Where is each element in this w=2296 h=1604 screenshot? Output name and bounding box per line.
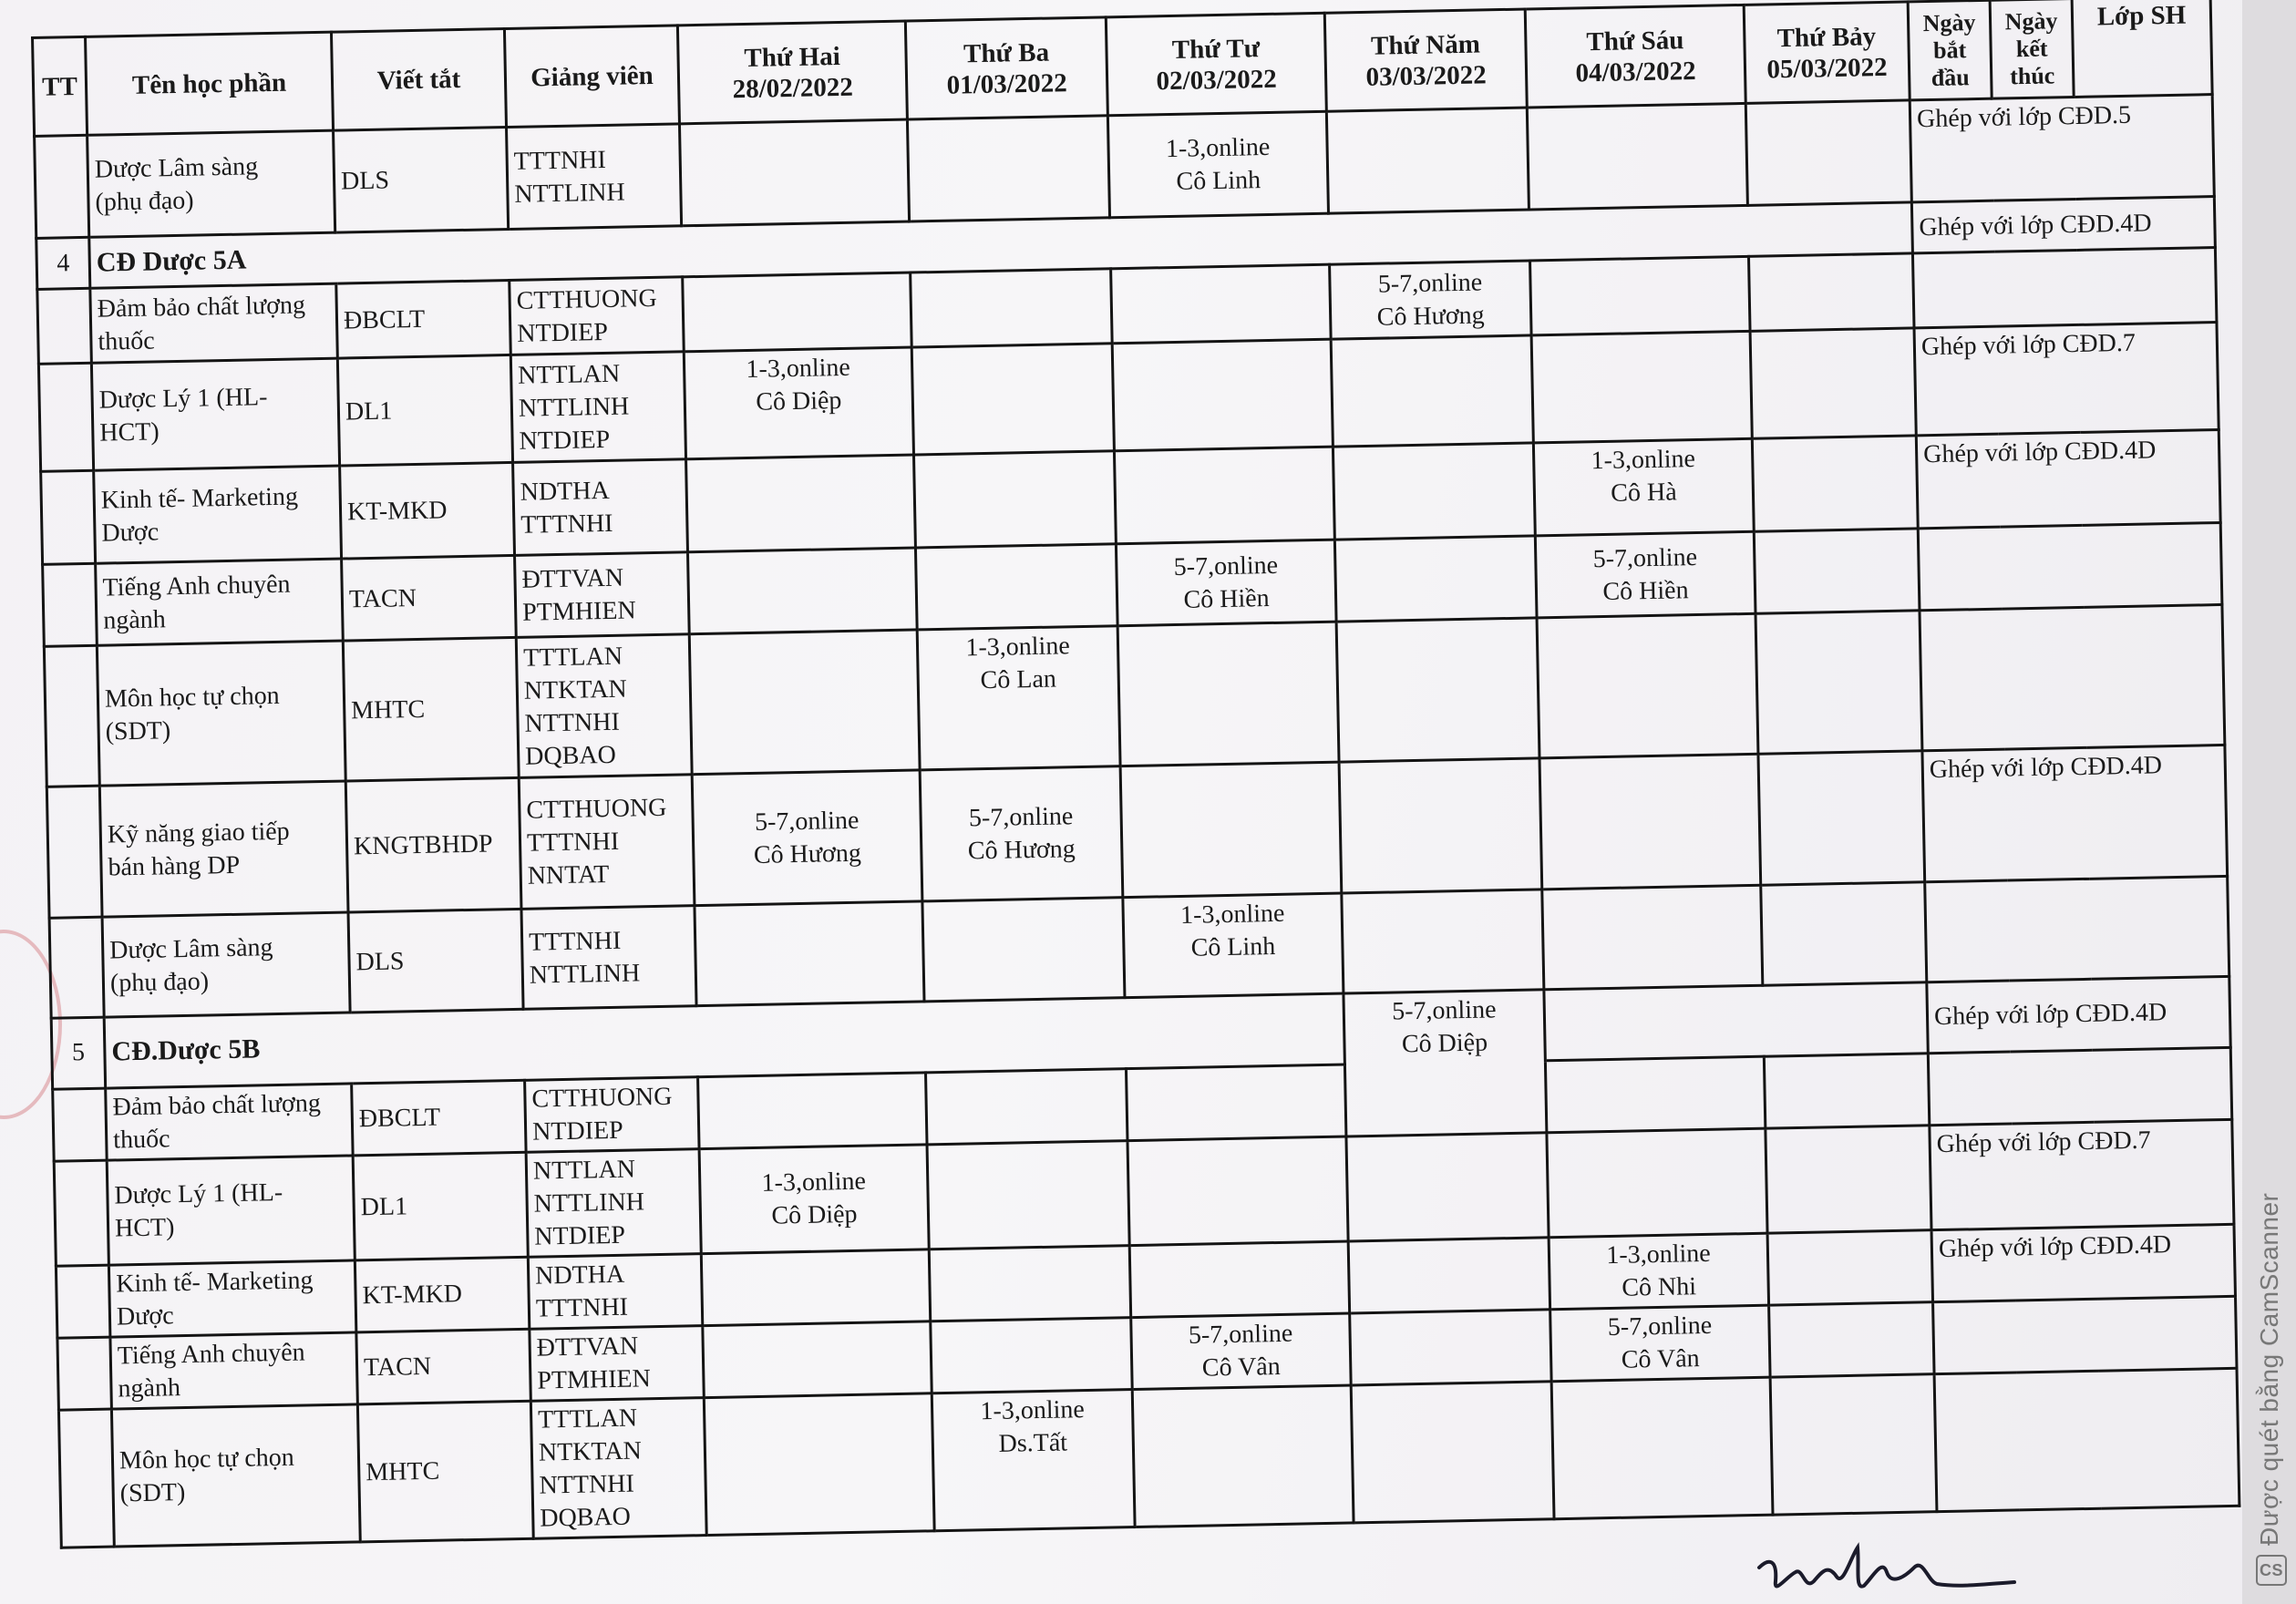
subject-abbr: MHTC [343, 637, 519, 781]
subject-abbr: ĐBCLT [336, 280, 511, 358]
header-day-fri: Thứ Sáu 04/03/2022 [1525, 5, 1745, 108]
session-mon: 1-3,online Cô Diệp [684, 347, 913, 459]
subject-name: Đảm bảo chất lượng thuốc [106, 1083, 353, 1159]
header-tt: TT [33, 36, 88, 136]
scanner-watermark [2255, 1193, 2287, 1586]
subject-abbr: ĐBCLT [352, 1080, 526, 1156]
subject-name: Dược Lâm sàng (phụ đạo) [102, 912, 350, 1017]
group-number: 4 [36, 237, 90, 289]
session-tue: 5-7,online Cô Hương [920, 766, 1123, 901]
subject-abbr: TACN [342, 555, 517, 641]
subject-name: Kinh tế- Marketing Dược [108, 1260, 355, 1336]
lecturers: NTTLAN NTTLINH NTDIEP [526, 1148, 701, 1257]
session-fri: 1-3,online Cô Hà [1533, 438, 1754, 536]
session-fri: 5-7,online Cô Hiền [1535, 531, 1755, 618]
session-fri: 1-3,online Cô Nhi [1549, 1233, 1768, 1310]
header-day-mon: Thứ Hai 28/02/2022 [677, 21, 907, 124]
header-day-wed: Thứ Tư 02/03/2022 [1106, 13, 1326, 116]
subject-abbr: DL1 [337, 355, 512, 466]
session-mon: 1-3,online Cô Diệp [699, 1144, 929, 1253]
subject-name: Môn học tự chọn (SDT) [97, 641, 345, 786]
session-wed: 1-3,online Cô Linh [1107, 111, 1328, 218]
lecturers: TTTLAN NTKTAN NTTNHI DQBAO [516, 634, 692, 778]
session-tue: 1-3,online Cô Lan [917, 626, 1120, 770]
header-day-tue: Thứ Ba 01/03/2022 [905, 17, 1107, 119]
timetable [31, 0, 2240, 1548]
lecturers: NTTLAN NTTLINH NTDIEP [510, 352, 685, 463]
class-note: Ghép với lớp CĐD.4D [1927, 976, 2230, 1053]
lecturers: CTTHUONG NTDIEP [510, 277, 685, 355]
class-note: Ghép với lớp CĐD.4D [1916, 430, 2220, 529]
subject-abbr: KT-MKD [355, 1257, 529, 1332]
session-wed: 5-7,online Cô Hiền [1116, 540, 1336, 626]
lecturers: TTTNHI NTTLINH [507, 124, 682, 230]
header-class: Lớp SH [2072, 0, 2212, 97]
subject-name: Kỹ năng giao tiếp bán hàng DP [99, 781, 348, 917]
group-name: CĐ.Dược 5B [104, 1013, 351, 1088]
header-day-thu: Thứ Năm 03/03/2022 [1324, 9, 1527, 111]
subject-abbr: KT-MKD [340, 462, 515, 559]
subject-abbr: MHTC [357, 1401, 533, 1542]
subject-abbr: TACN [356, 1329, 530, 1404]
group-number: 5 [51, 1017, 105, 1089]
header-end-date: Ngày kết thúc [1990, 0, 2074, 98]
subject-name: Đảm bảo chất lượng thuốc [90, 283, 338, 363]
lecturers: CTTHUONG TTTNHI NNTAT [519, 775, 695, 910]
subject-name: Dược Lâm sàng (phụ đạo) [88, 130, 335, 237]
timetable-sheet [31, 0, 2239, 1604]
subject-abbr: DL1 [353, 1152, 528, 1260]
header-start-date: Ngày bắt đầu [1908, 0, 1992, 100]
scanner-text: Được quét bằng CamScanner [2255, 1192, 2283, 1546]
subject-name: Dược Lý 1 (HL- HCT) [91, 358, 339, 470]
class-note: Ghép với lớp CĐD.7 [1930, 1119, 2234, 1229]
lecturers: TTTNHI NTTLINH [521, 906, 696, 1010]
subject-name: Kinh tế- Marketing Dược [94, 466, 342, 563]
class-note: Ghép với lớp CĐD.4D [1911, 197, 2215, 253]
session-thu: 5-7,online Cô Hương [1330, 261, 1532, 339]
subject-abbr: KNGTBHDP [345, 777, 521, 912]
session-fri: 5-7,online Cô Vân [1550, 1305, 1770, 1382]
lecturers: NDTHA TTTNHI [513, 459, 688, 556]
lecturers: CTTHUONG NTDIEP [525, 1076, 699, 1152]
subject-abbr: DLS [334, 128, 509, 233]
header-subject: Tên học phần [86, 32, 334, 135]
subject-name: Dược Lý 1 (HL- HCT) [107, 1155, 355, 1264]
camscanner-logo-icon: CS [2256, 1555, 2287, 1586]
lecturers: ĐTTVAN PTMHIEN [530, 1325, 704, 1401]
lecturers: TTTLAN NTKTAN NTTNHI DQBAO [530, 1397, 706, 1538]
lecturers: NDTHA TTTNHI [528, 1253, 702, 1329]
session-thu: 5-7,online Cô Diệp [1344, 990, 1545, 1064]
subject-name: Tiếng Anh chuyên ngành [110, 1332, 357, 1408]
subject-name: Tiếng Anh chuyên ngành [96, 559, 344, 645]
subject-name: Môn học tự chọn (SDT) [111, 1404, 360, 1546]
handwritten-signature [1750, 1540, 2023, 1604]
session-wed: 5-7,online Cô Vân [1131, 1312, 1351, 1389]
session-mon: 5-7,online Cô Hương [692, 770, 922, 906]
header-lecturer: Giảng viên [504, 26, 679, 128]
header-abbr: Viết tắt [331, 29, 506, 131]
class-note: Ghép với lớp CĐD.4D [1931, 1224, 2235, 1301]
header-day-sat: Thứ Bảy 05/03/2022 [1744, 2, 1910, 103]
class-note: Ghép với lớp CĐD.5 [1910, 95, 2214, 202]
session-tue: 1-3,online Ds.Tất [932, 1389, 1135, 1530]
class-note: Ghép với lớp CĐD.4D [1922, 745, 2228, 881]
session-wed: 1-3,online Cô Linh [1123, 893, 1344, 998]
lecturers: ĐTTVAN PTMHIEN [515, 552, 690, 638]
class-note: Ghép với lớp CĐD.7 [1914, 323, 2219, 436]
subject-abbr: DLS [348, 909, 523, 1013]
group-name: CĐ Dược 5A [89, 232, 336, 288]
